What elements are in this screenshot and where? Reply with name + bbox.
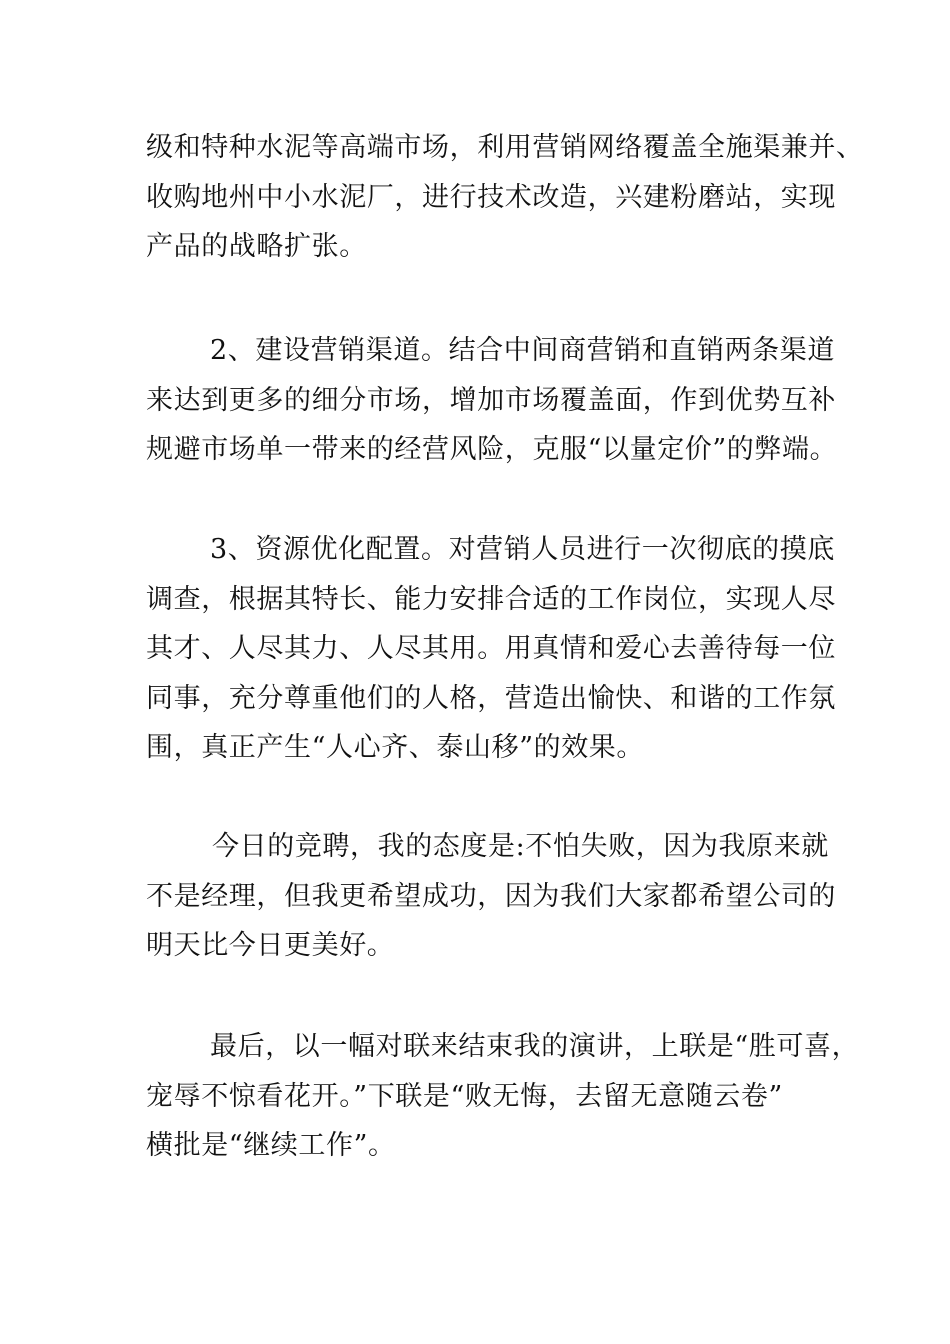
- paragraph-line: 宠辱不惊看花开。”下联是“败无悔，去留无意随云卷”: [146, 1080, 783, 1112]
- paragraph-line: 调查，根据其特长、能力安排合适的工作岗位，实现人尽: [146, 583, 836, 615]
- paragraph-line: 收购地州中小水泥厂，进行技术改造，兴建粉磨站，实现: [146, 181, 836, 213]
- paragraph-line: 级和特种水泥等高端市场，利用营销网络覆盖全施渠兼并、: [146, 132, 864, 163]
- paragraph-line: 不是经理，但我更希望成功，因为我们大家都希望公司的: [146, 880, 836, 912]
- paragraph-1: [146, 123, 864, 272]
- paragraph-line: 围，真正产生“人心齐、泰山移”的效果。: [146, 732, 645, 763]
- paragraph-line: 明天比今日更美好。: [146, 930, 395, 961]
- paragraph-line: 横批是“继续工作”。: [146, 1130, 396, 1161]
- paragraph-line: 同事，充分尊重他们的人格，营造出愉快、和谐的工作氛: [146, 682, 836, 714]
- paragraph-line: 产品的战略扩张。: [146, 231, 367, 262]
- paragraph-5: [146, 1022, 860, 1171]
- paragraph-line: 其才、人尽其力、人尽其用。用真情和爱心去善待每一位: [146, 633, 836, 664]
- paragraph-line: 来达到更多的细分市场，增加市场覆盖面，作到优势互补: [146, 384, 836, 416]
- paragraph-4: [146, 822, 836, 971]
- paragraph-line: 3、资源优化配置。对营销人员进行一次彻底的摸底: [210, 534, 835, 565]
- paragraph-2: [146, 326, 836, 475]
- paragraph-3: [146, 525, 836, 773]
- paragraph-line: 最后，以一幅对联来结束我的演讲，上联是“胜可喜，: [210, 1031, 860, 1062]
- paragraph-line: 2、建设营销渠道。结合中间商营销和直销两条渠道: [210, 335, 835, 366]
- paragraph-line: 今日的竞聘，我的态度是:不怕失败，因为我原来就: [212, 831, 829, 862]
- paragraph-line: 规避市场单一带来的经营风险，克服“以量定价”的弊端。: [146, 434, 838, 465]
